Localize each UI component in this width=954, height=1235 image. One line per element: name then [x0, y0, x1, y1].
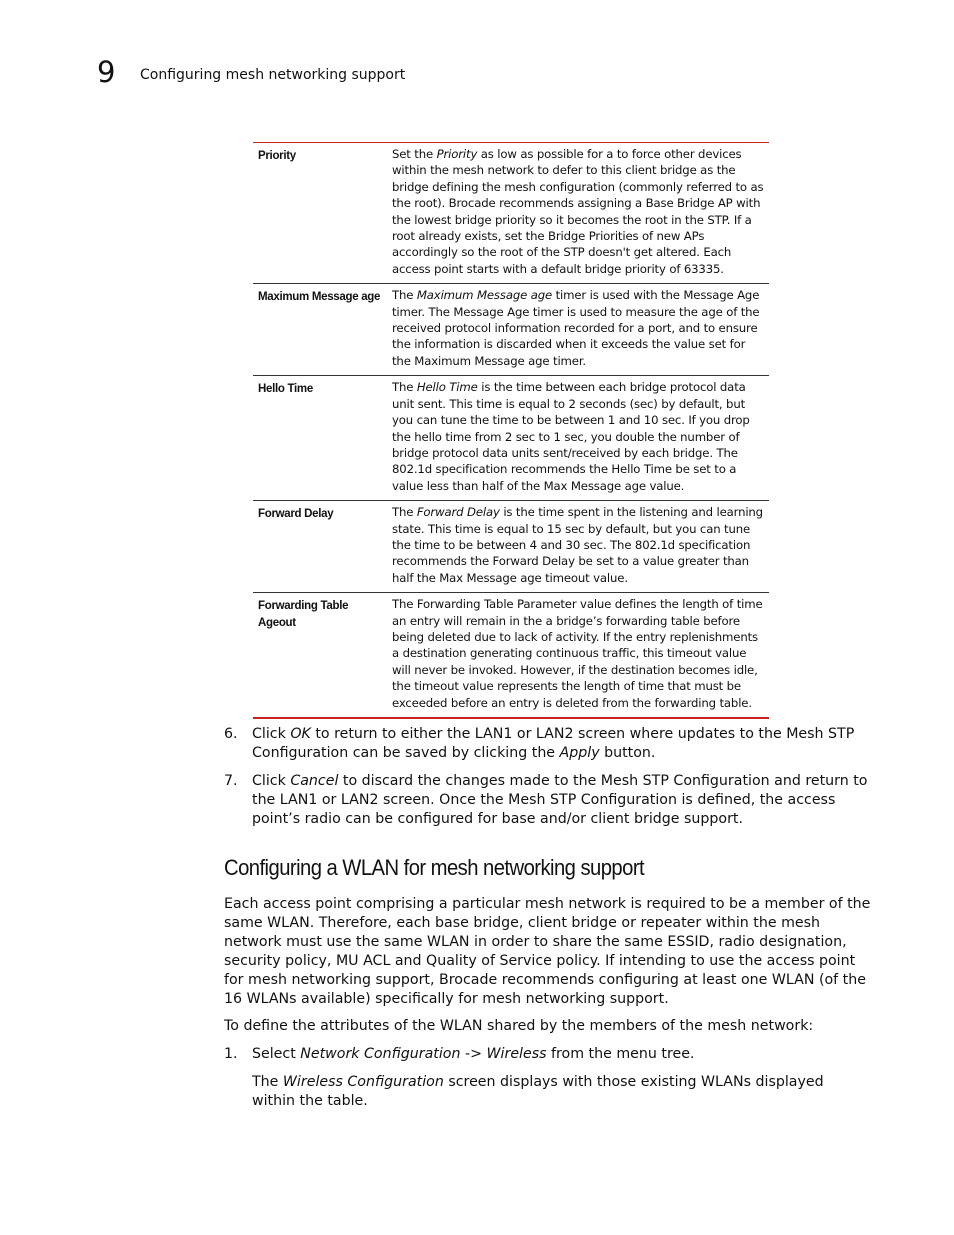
step-note-text: The Wireless Configuration screen displays with those existing WLANs displayed within the table. — [252, 1074, 824, 1109]
chapter-title: Configuring mesh networking support — [140, 67, 406, 83]
step-number: 1. — [224, 1046, 238, 1062]
step-list — [224, 1045, 870, 1120]
list-item — [224, 725, 870, 763]
section-heading: Configuring a WLAN for mesh networking support — [224, 855, 645, 880]
table-row — [253, 143, 769, 283]
list-item — [224, 772, 870, 829]
parameter-description: Set the Priority as low as possible for a to force other devices within the mesh network to defer to this client bridge as the bridge defining the mesh configuration (commonly referred to as the root). Brocade recommends assigning a Base Bridge AP with the lowest bridge priority so it becomes the root in the STP. If a root already exists, set the Bridge Priorities of new APs accordingly so the root of the STP doesn't get altered. Each access point starts with a default bridge priority of 63335. — [392, 147, 764, 276]
chapter-number: 9 — [97, 55, 116, 89]
step-text: Click Cancel to discard the changes made to the Mesh STP Configuration and return to the LAN1 or LAN2 screen. Once the Mesh STP Configuration is defined, the access point’s radio can be configured for base and/or client bridge support. — [252, 773, 868, 827]
parameter-name: Forwarding Table Ageout — [258, 600, 349, 630]
step-number: 6. — [224, 726, 238, 742]
section-intro: To define the attributes of the WLAN shared by the members of the mesh network: — [224, 1018, 814, 1034]
table-row — [253, 500, 769, 592]
step-list — [224, 725, 870, 838]
parameter-description: The Forward Delay is the time spent in the listening and learning state. This time is equal to 15 sec by default, but you can tune the time to be between 4 and 30 sec. The 802.1d specification recommends the Forward Delay be set to a value greater than half the Max Message age timeout value. — [392, 505, 763, 585]
step-text: Click OK to return to either the LAN1 or LAN2 screen where updates to the Mesh STP Configuration can be saved by clicking the Apply button. — [252, 726, 855, 761]
parameter-description: The Forwarding Table Parameter value defines the length of time an entry will remain in the a bridge’s forwarding table before being deleted due to lack of activity. If the entry replenishments a destination generating continuous traffic, this timeout value will never be invoked. However, if the destination becomes idle, the timeout value represents the length of time that must be exceeded before an entry is deleted from the forwarding table. — [392, 597, 763, 710]
step-number: 7. — [224, 773, 238, 789]
table-row — [253, 283, 769, 375]
step-note — [224, 1073, 870, 1111]
parameter-name: Hello Time — [258, 383, 313, 396]
parameter-table — [253, 142, 769, 719]
list-item — [224, 1045, 870, 1064]
parameter-name: Maximum Message age — [258, 291, 381, 304]
table-row — [253, 375, 769, 500]
parameter-description: The Hello Time is the time between each bridge protocol data unit sent. This time is equal to 2 seconds (sec) by default, but you can tune the time to be between 1 and 10 sec. If you drop the hello time from 2 sec to 1 sec, you double the number of bridge protocol data units sent/received by each bridge. The 802.1d specification recommends the Hello Time be set to a value less than half of the Max Message age value. — [392, 380, 750, 493]
parameter-name: Forward Delay — [258, 508, 334, 521]
parameter-description: The Maximum Message age timer is used with the Message Age timer. The Message Age timer is used to measure the age of the received protocol information recorded for a port, and to ensure the information is discarded when it exceeds the value set for the Maximum Message age timer. — [392, 288, 760, 368]
parameter-name: Priority — [258, 150, 296, 162]
section-paragraph: Each access point comprising a particular mesh network is required to be a member of the same WLAN. Therefore, each base bridge, client bridge or repeater within the mesh network must use the same WLAN in order to share the same ESSID, radio designation, security policy, MU ACL and Quality of Service policy. If intending to use the access point for mesh networking support, Brocade recommends configuring at least one WLAN (of the 16 WLANs available) specifically for mesh networking support. — [224, 896, 871, 1007]
step-text: Select Network Configuration -> Wireless from the menu tree. — [252, 1046, 695, 1062]
table-row — [253, 592, 769, 717]
